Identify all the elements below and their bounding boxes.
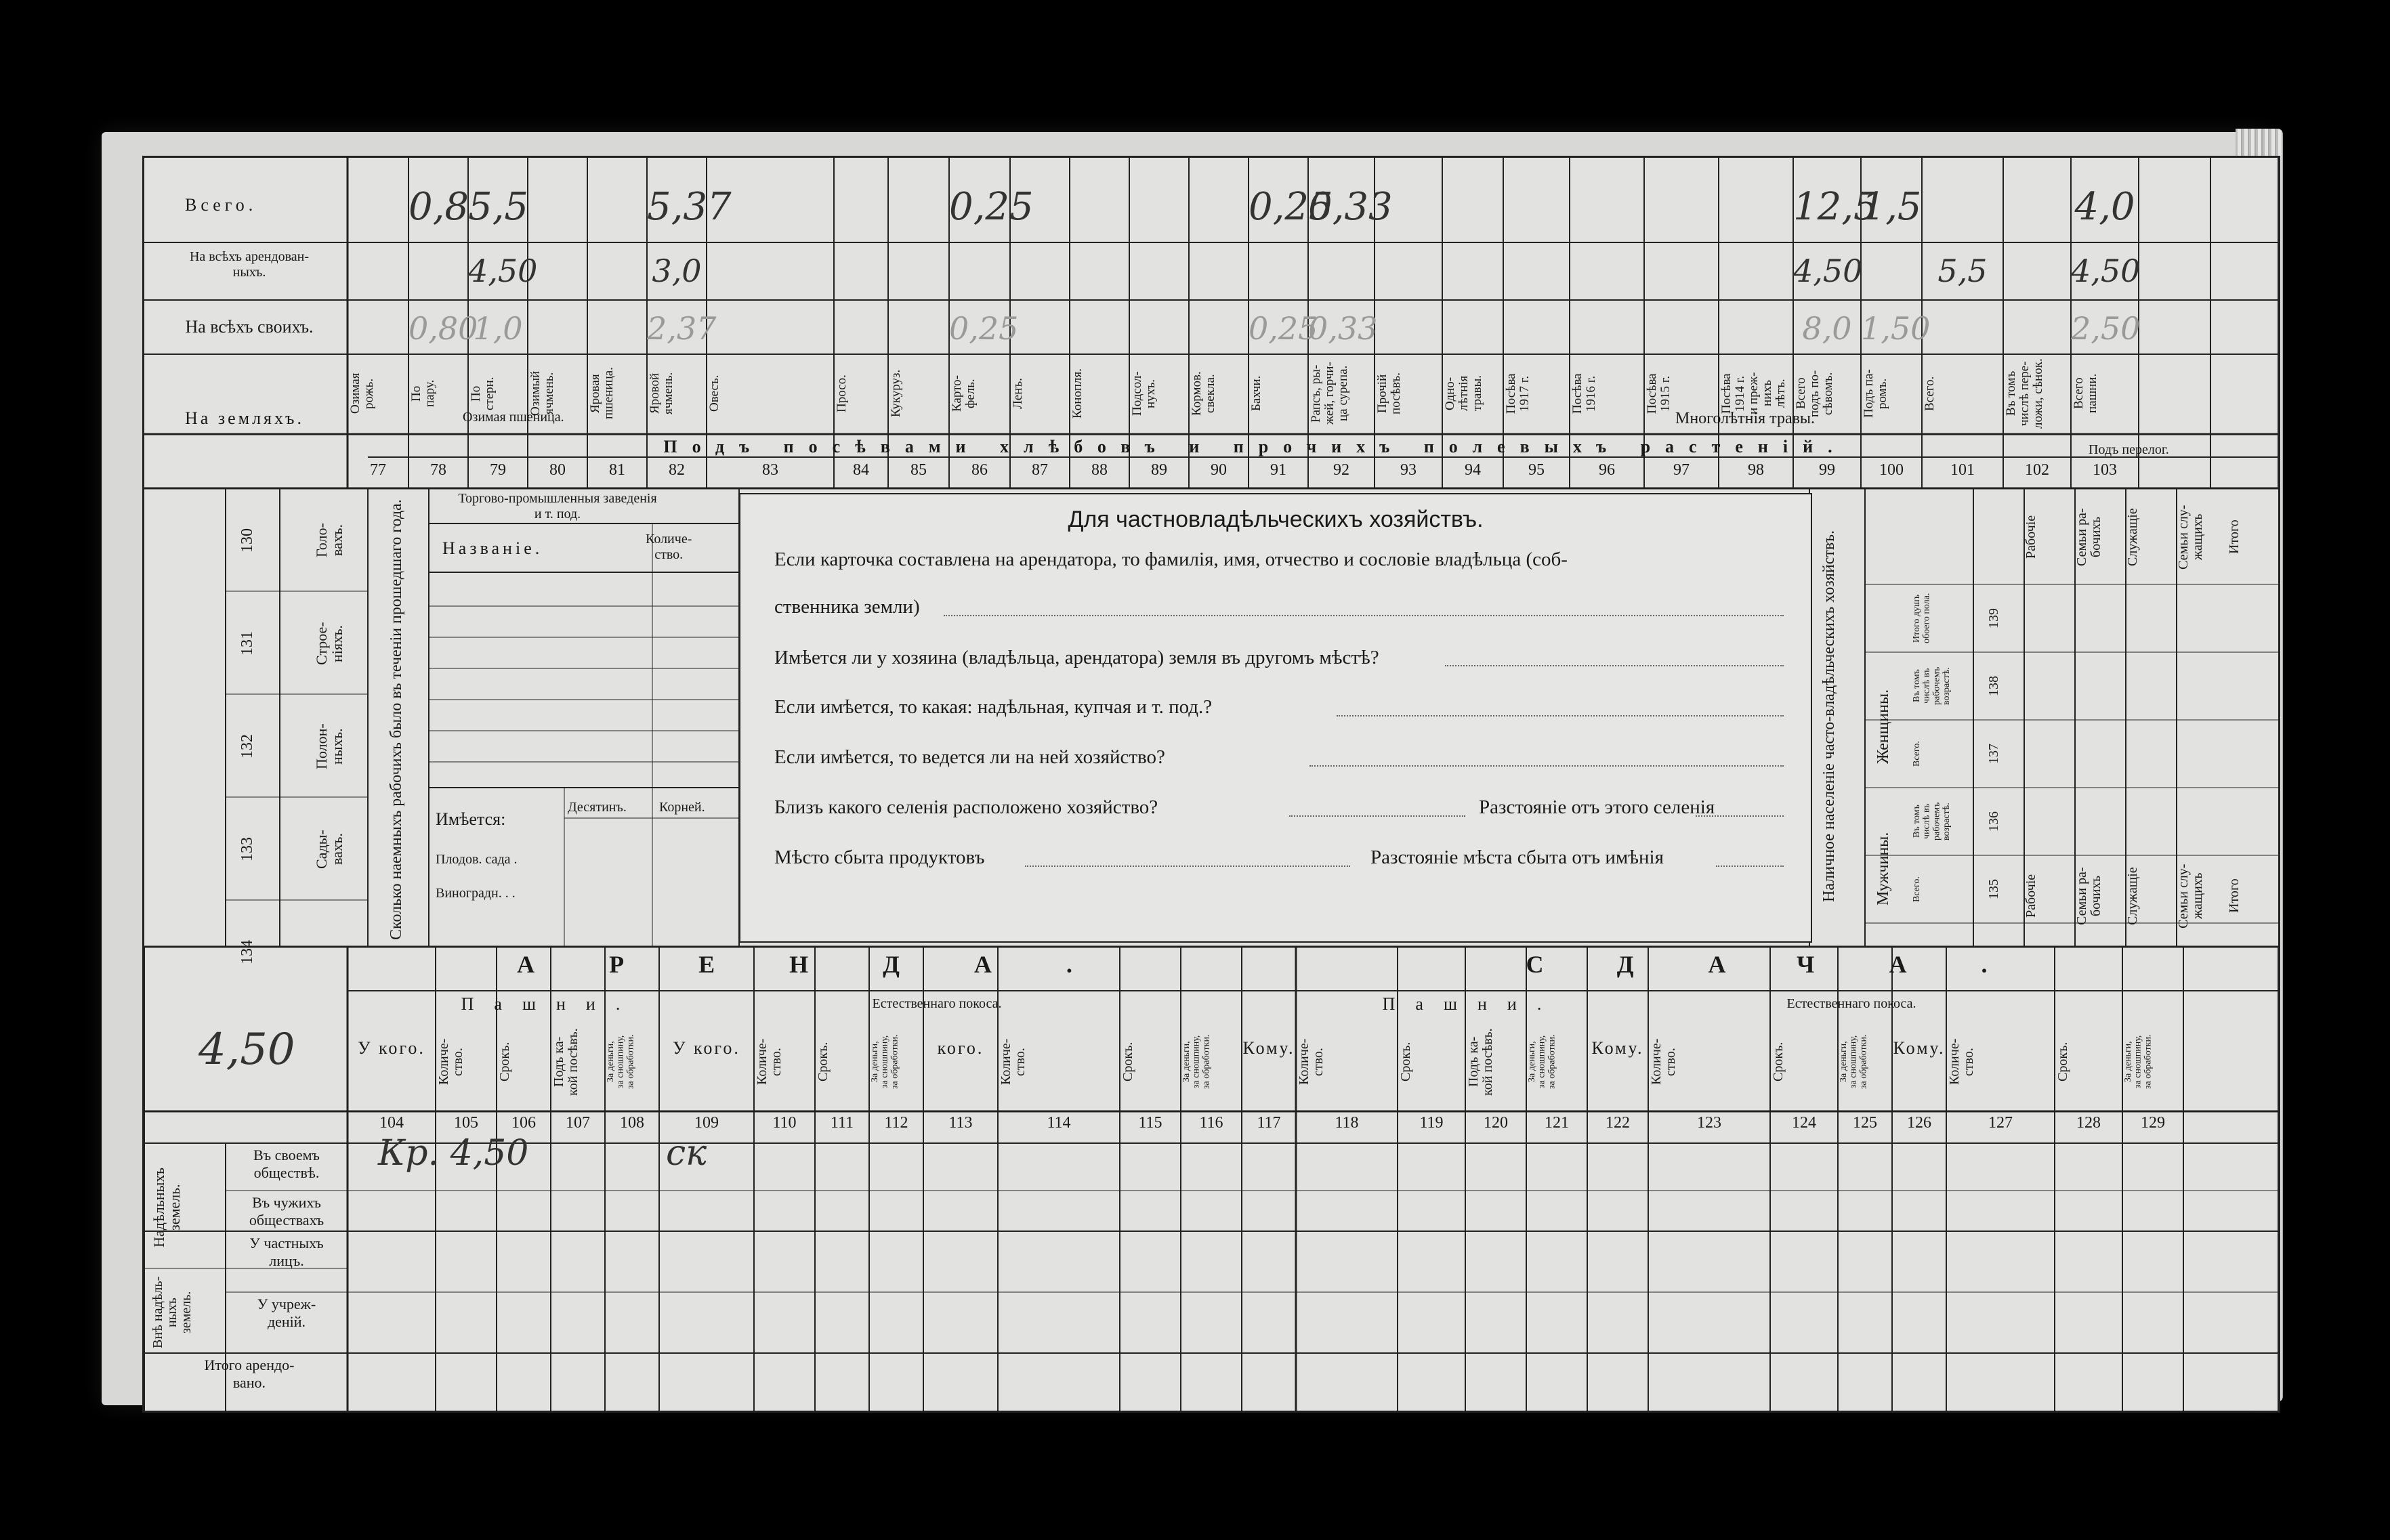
crop-header-89: Подсол- нухъ. [1130, 371, 1158, 416]
crop-col-number-89: 89 [1151, 461, 1167, 479]
row-other-society: Въ чужихъ обществахъ [249, 1194, 324, 1228]
crop-header-84: Просо. [835, 375, 849, 412]
crop-col-number-79: 79 [490, 461, 506, 479]
crop-col-number-77: 77 [370, 461, 386, 479]
hw-svoi-91: 0,25 [1249, 310, 1318, 347]
pop-row-number-137: 137 [1986, 744, 2001, 764]
hw-vsego-103: 4,0 [2074, 185, 2135, 229]
hw-svoi-79: 1,0 [473, 310, 523, 347]
private-farms-title: Для частновладѣльческихъ хозяйствъ. [1068, 507, 1484, 532]
desyatin-header: Десятинъ. [568, 800, 627, 815]
lease-hdr-7: Срокъ. [816, 1042, 831, 1082]
lease-hdr-6: Количе- ство. [755, 1038, 784, 1086]
population-label: Наличное населеніе часто-владѣльческихъ хозяйствъ. [1820, 530, 1838, 903]
worker-col-header-4: Итого [2227, 519, 2242, 555]
lease-col-number-105: 105 [454, 1114, 478, 1132]
crop-header-102: Въ томъ числѣ пере- ложи, сѣнок. [2004, 358, 2045, 429]
pop-row-label-135: Всего. [1912, 876, 1922, 902]
estestv-right: Естественнаго покоса. [1786, 996, 1916, 1011]
lease-hdr-4: За деньги, за сношпину, за обработки. [606, 1034, 636, 1090]
census-form-sheet [142, 156, 2280, 1413]
lease-col-number-120: 120 [1484, 1114, 1508, 1132]
crop-header-80: Озимый ячмень. [528, 370, 556, 416]
crop-col-number-92: 92 [1333, 461, 1349, 479]
lease-hdr-24: Срокъ. [2055, 1042, 2070, 1082]
crop-header-94: Одно- лѣтнія травы. [1443, 375, 1484, 412]
arenda-title: АРЕНДА. [517, 951, 1147, 978]
hw-row1-value: Кр. 4,50 [378, 1133, 529, 1174]
winter-wheat-label: Озимая пшеница. [463, 410, 564, 425]
row-private-persons: У частныхъ лицъ. [249, 1235, 324, 1269]
row-group-allotment: Надѣльныхъ земель. [150, 1168, 184, 1247]
lease-hdr-5: У кого. [673, 1038, 740, 1058]
lease-hdr-13: Кому. [1242, 1038, 1295, 1058]
lease-col-number-113: 113 [948, 1114, 973, 1132]
lease-col-number-104: 104 [379, 1114, 404, 1132]
pop-row-number-138: 138 [1986, 676, 2001, 696]
crop-col-number-91: 91 [1270, 461, 1286, 479]
lease-col-number-117: 117 [1257, 1114, 1281, 1132]
crop-header-81: Яровая пшеница. [588, 367, 616, 420]
pop-row-label-139: Итого душъ обоего пола. [1912, 593, 1932, 644]
q-owner-line-2: ственника земли) [774, 596, 920, 618]
crop-col-number-98: 98 [1748, 461, 1764, 479]
crop-col-number-95: 95 [1528, 461, 1545, 479]
row-own-society: Въ своемъ обществѣ. [253, 1147, 320, 1181]
lease-hdr-22: Кому. [1893, 1038, 1946, 1058]
lease-hdr-12: За деньги, за сношпину, за обработки. [1181, 1034, 1212, 1090]
lease-col-number-128: 128 [2076, 1114, 2101, 1132]
crop-header-100: Подъ па- ромъ. [1862, 369, 1889, 418]
crop-header-88: Конопля. [1070, 368, 1085, 419]
orchard-label: Плодов. сада . [436, 852, 518, 867]
left-col-label-133: Сады- вахъ. [313, 830, 346, 869]
worker-col-footer-0: Рабочіе [2024, 874, 2038, 918]
crop-col-number-86: 86 [971, 461, 988, 479]
crop-col-number-93: 93 [1400, 461, 1417, 479]
lease-hdr-20: Срокъ. [1771, 1042, 1786, 1082]
crop-col-number-103: 103 [2093, 461, 2117, 479]
lease-hdr-2: Срокъ. [497, 1042, 512, 1082]
lease-col-number-115: 115 [1138, 1114, 1162, 1132]
has-label: Имѣется: [436, 809, 506, 829]
left-col-label-130: Голо- вахъ. [313, 523, 346, 558]
worker-col-header-3: Семьи слу- жащихъ [2176, 505, 2205, 570]
lease-col-number-116: 116 [1199, 1114, 1223, 1132]
row-label-on-lands: На земляхъ. [185, 408, 304, 428]
lease-hdr-16: Подъ ка- кой посѣвъ. [1466, 1028, 1495, 1096]
lease-col-number-123: 123 [1697, 1114, 1721, 1132]
crop-col-number-83: 83 [762, 461, 778, 479]
crop-col-number-90: 90 [1211, 461, 1227, 479]
lease-col-number-122: 122 [1606, 1114, 1630, 1132]
lease-hdr-1: Количе- ство. [436, 1038, 465, 1086]
private-farms-box [739, 493, 1812, 943]
lease-hdr-19: Количе- ство. [1649, 1038, 1678, 1086]
hired-workers-label: Сколько наемныхъ рабочихъ было въ теченіи прошедшаго года. [387, 499, 405, 941]
lease-col-number-108: 108 [620, 1114, 644, 1132]
lease-col-number-110: 110 [772, 1114, 797, 1132]
hw-arend-103: 4,50 [2071, 253, 2141, 289]
hw-arend-99: 4,50 [1793, 253, 1863, 289]
crop-header-86: Карто- фель. [950, 375, 978, 412]
lease-col-number-119: 119 [1419, 1114, 1444, 1132]
q-owner-line-1: Если карточка составлена на арендатора, то фамилія, имя, отчество и сословіе владѣльца (соб- [774, 549, 1568, 570]
pop-row-number-139: 139 [1986, 608, 2001, 628]
vineyard-label: Виноградн. . . [436, 886, 516, 901]
crop-header-99: Всего подъ по- сѣвомъ. [1794, 370, 1835, 417]
crop-col-number-100: 100 [1879, 461, 1904, 479]
q-land-type: Если имѣется, то какая: надѣльная, купчая и т. под.? [774, 696, 1213, 718]
crop-header-103: Всего пашни. [2072, 373, 2099, 414]
crop-header-87: Ленъ. [1011, 378, 1025, 409]
crop-header-83: Овесъ. [707, 375, 721, 412]
crop-header-78: По пару. [409, 379, 437, 408]
worker-col-footer-1: Семьи ра- бочихъ [2074, 867, 2103, 925]
hw-svoi-99: 8,0 [1802, 310, 1852, 347]
lease-col-number-127: 127 [1988, 1114, 2013, 1132]
q-other-land: Имѣется ли у хозяина (владѣльца, арендатора) земля въ другомъ мѣстѣ? [774, 647, 1379, 668]
crop-header-92: Рапсъ, ры- жей, горчи- ца сурепа. [1309, 362, 1350, 425]
korney-header: Корней. [659, 800, 705, 815]
hw-svoi-92: 0,33 [1308, 310, 1378, 347]
lease-col-number-118: 118 [1335, 1114, 1359, 1132]
row-group-non-allotment: Внѣ надѣль- ныхъ земель. [150, 1276, 194, 1349]
pop-row-label-137: Всего. [1912, 741, 1922, 767]
lease-hdr-15: Срокъ. [1398, 1042, 1413, 1082]
crop-col-number-78: 78 [430, 461, 446, 479]
pashni-right: Пашни. [1382, 994, 1562, 1014]
worker-col-header-1: Семьи ра- бочихъ [2074, 508, 2103, 566]
hw-svoi-78: 0,80 [408, 310, 478, 347]
lease-col-number-125: 125 [1853, 1114, 1877, 1132]
hw-vsego-91: 0,25 [1249, 185, 1333, 229]
crop-col-number-94: 94 [1465, 461, 1481, 479]
lease-hdr-23: Количе- ство. [1947, 1038, 1976, 1086]
lease-hdr-0: У кого. [358, 1038, 425, 1058]
lease-hdr-18: Кому. [1591, 1038, 1644, 1058]
hw-arend-101: 5,5 [1937, 253, 1988, 289]
crop-col-number-101: 101 [1950, 461, 1975, 479]
lease-col-number-112: 112 [884, 1114, 908, 1132]
worker-col-footer-4: Итого [2227, 878, 2242, 914]
lease-hdr-11: Срокъ. [1120, 1042, 1135, 1082]
lease-hdr-21: За деньги, за сношпину, за обработки. [1839, 1034, 1869, 1090]
crop-header-97: Посѣва 1915 г. [1645, 373, 1673, 414]
lease-col-number-129: 129 [2141, 1114, 2165, 1132]
lease-hw-total: 4,50 [198, 1025, 295, 1075]
lease-col-number-106: 106 [511, 1114, 536, 1132]
pop-row-label-138: Въ томъ числѣ въ рабочемъ возрастѣ. [1912, 666, 1952, 706]
crop-header-93: Прочій посѣвъ. [1375, 372, 1403, 414]
lease-col-number-114: 114 [1047, 1114, 1071, 1132]
crop-col-number-84: 84 [853, 461, 869, 479]
lease-col-number-111: 111 [830, 1114, 854, 1132]
crop-header-79: По стерн. [469, 377, 497, 410]
crop-header-77: Озимая рожь. [348, 372, 376, 414]
crop-header-101: Всего. [1923, 376, 1937, 411]
perennial-grasses-label: Многолѣтнія травы. [1675, 410, 1816, 427]
crop-col-number-80: 80 [549, 461, 566, 479]
hw-arend-82: 3,0 [652, 253, 702, 289]
row-institutions: У учреж- деній. [257, 1296, 316, 1330]
q-near-village: Близъ какого селенія расположено хозяйство? [774, 796, 1158, 818]
pashni-left: Пашни. [461, 994, 641, 1014]
hw-vsego-92: 0,33 [1308, 185, 1393, 229]
crop-header-98: Посѣва 1914 г. и преж- нихъ лѣтъ. [1719, 372, 1788, 415]
crop-col-number-87: 87 [1032, 461, 1048, 479]
crop-col-number-85: 85 [910, 461, 927, 479]
hw-row1-mark: ск [666, 1133, 707, 1174]
hw-vsego-82: 5,37 [647, 185, 732, 229]
left-col-number-130: 130 [238, 528, 256, 553]
pop-row-label-136: Въ томъ числѣ въ рабочемъ возрастѣ. [1912, 802, 1952, 841]
worker-col-footer-2: Служащіе [2125, 867, 2140, 925]
crop-header-85: Кукуруз. [889, 369, 903, 418]
left-col-number-133: 133 [238, 837, 256, 861]
left-col-label-131: Строе- ніяхъ. [313, 622, 346, 665]
lease-col-number-109: 109 [694, 1114, 719, 1132]
hw-vsego-79: 5,5 [468, 185, 529, 229]
crop-col-number-96: 96 [1599, 461, 1615, 479]
trade-name-header: Названіе. [442, 538, 543, 558]
hw-svoi-86: 0,25 [949, 310, 1019, 347]
hw-vsego-100: 1,5 [1861, 185, 1922, 229]
crop-col-number-82: 82 [669, 461, 685, 479]
crop-header-90: Кормов. свекла. [1190, 371, 1217, 416]
pop-row-number-136: 136 [1986, 811, 2001, 832]
lease-hdr-3: Подъ ка- кой посѣвъ. [551, 1028, 581, 1096]
under-sowing-banner: Подъ посѣвами хлѣбовъ и прочихъ полевыхъ растеній. [663, 437, 1847, 456]
trade-title: Торгово-промышленныя заведенія и т. под. [458, 491, 657, 521]
row-label-total: Всего. [185, 195, 257, 215]
row-label-own: На всѣхъ своихъ. [185, 317, 314, 337]
lease-col-number-107: 107 [566, 1114, 590, 1132]
lease-col-number-124: 124 [1792, 1114, 1816, 1132]
worker-col-footer-3: Семьи слу- жащихъ [2176, 863, 2205, 928]
worker-col-header-2: Служащіе [2125, 508, 2140, 566]
lease-hdr-14: Количе- ство. [1297, 1038, 1326, 1086]
hw-vsego-86: 0,25 [949, 185, 1034, 229]
hw-arend-79: 4,50 [468, 253, 538, 289]
lease-col-number-121: 121 [1545, 1114, 1569, 1132]
hw-svoi-82: 2,37 [647, 310, 717, 347]
q-village-distance: Разстояніе отъ этого селенія [1479, 796, 1715, 818]
hw-svoi-100: 1,50 [1861, 310, 1931, 347]
hw-vsego-99: 12,5 [1793, 185, 1878, 229]
crop-col-number-88: 88 [1091, 461, 1108, 479]
fallow-label: Подъ перелог. [2089, 442, 2169, 457]
lease-hdr-9: кого. [937, 1038, 984, 1058]
crop-header-91: Бахчи. [1249, 375, 1263, 412]
left-col-number-131: 131 [238, 631, 256, 656]
hw-svoi-103: 2,50 [2071, 310, 2141, 347]
row-total-leased: Итого арендо- вано. [204, 1356, 295, 1391]
lease-col-number-126: 126 [1907, 1114, 1931, 1132]
sdacha-title: СДАЧА. [1526, 951, 2062, 978]
pop-row-number-135: 135 [1986, 879, 2001, 899]
row-label-rented: На всѣхъ арендован- ныхъ. [189, 249, 309, 280]
crop-col-number-102: 102 [2025, 461, 2049, 479]
crop-col-number-99: 99 [1819, 461, 1835, 479]
men-label: Мужчины. [1874, 832, 1892, 906]
crop-col-number-97: 97 [1673, 461, 1690, 479]
left-col-number-132: 132 [238, 734, 256, 758]
left-col-number-134: 134 [238, 940, 256, 964]
q-managed: Если имѣется, то ведется ли на ней хозяйство? [774, 746, 1165, 768]
lease-hdr-25: За деньги, за сношпину, за обработки. [2123, 1034, 2154, 1090]
worker-col-header-0: Рабочіе [2024, 515, 2038, 559]
trade-count-header: Количе- ство. [646, 532, 692, 562]
crop-header-96: Посѣва 1916 г. [1570, 373, 1598, 414]
crop-col-number-81: 81 [609, 461, 625, 479]
crop-header-82: Яровой ячмень. [648, 372, 675, 415]
estestv-left: Естественнаго покоса. [872, 996, 1002, 1011]
left-col-label-132: Полон- ныхъ. [313, 723, 346, 769]
hw-vsego-78: 0,8 [408, 185, 469, 229]
q-market-distance: Разстояніе мѣста сбыта отъ имѣнія [1370, 847, 1664, 868]
crop-header-95: Посѣва 1917 г. [1504, 373, 1532, 414]
q-market: Мѣсто сбыта продуктовъ [774, 847, 985, 868]
women-label: Женщины. [1874, 689, 1892, 765]
lease-hdr-17: За деньги, за сношпину, за обработки. [1527, 1034, 1557, 1090]
lease-hdr-10: Количе- ство. [999, 1038, 1028, 1086]
lease-hdr-8: За деньги, за сношпину, за обработки. [870, 1034, 900, 1090]
